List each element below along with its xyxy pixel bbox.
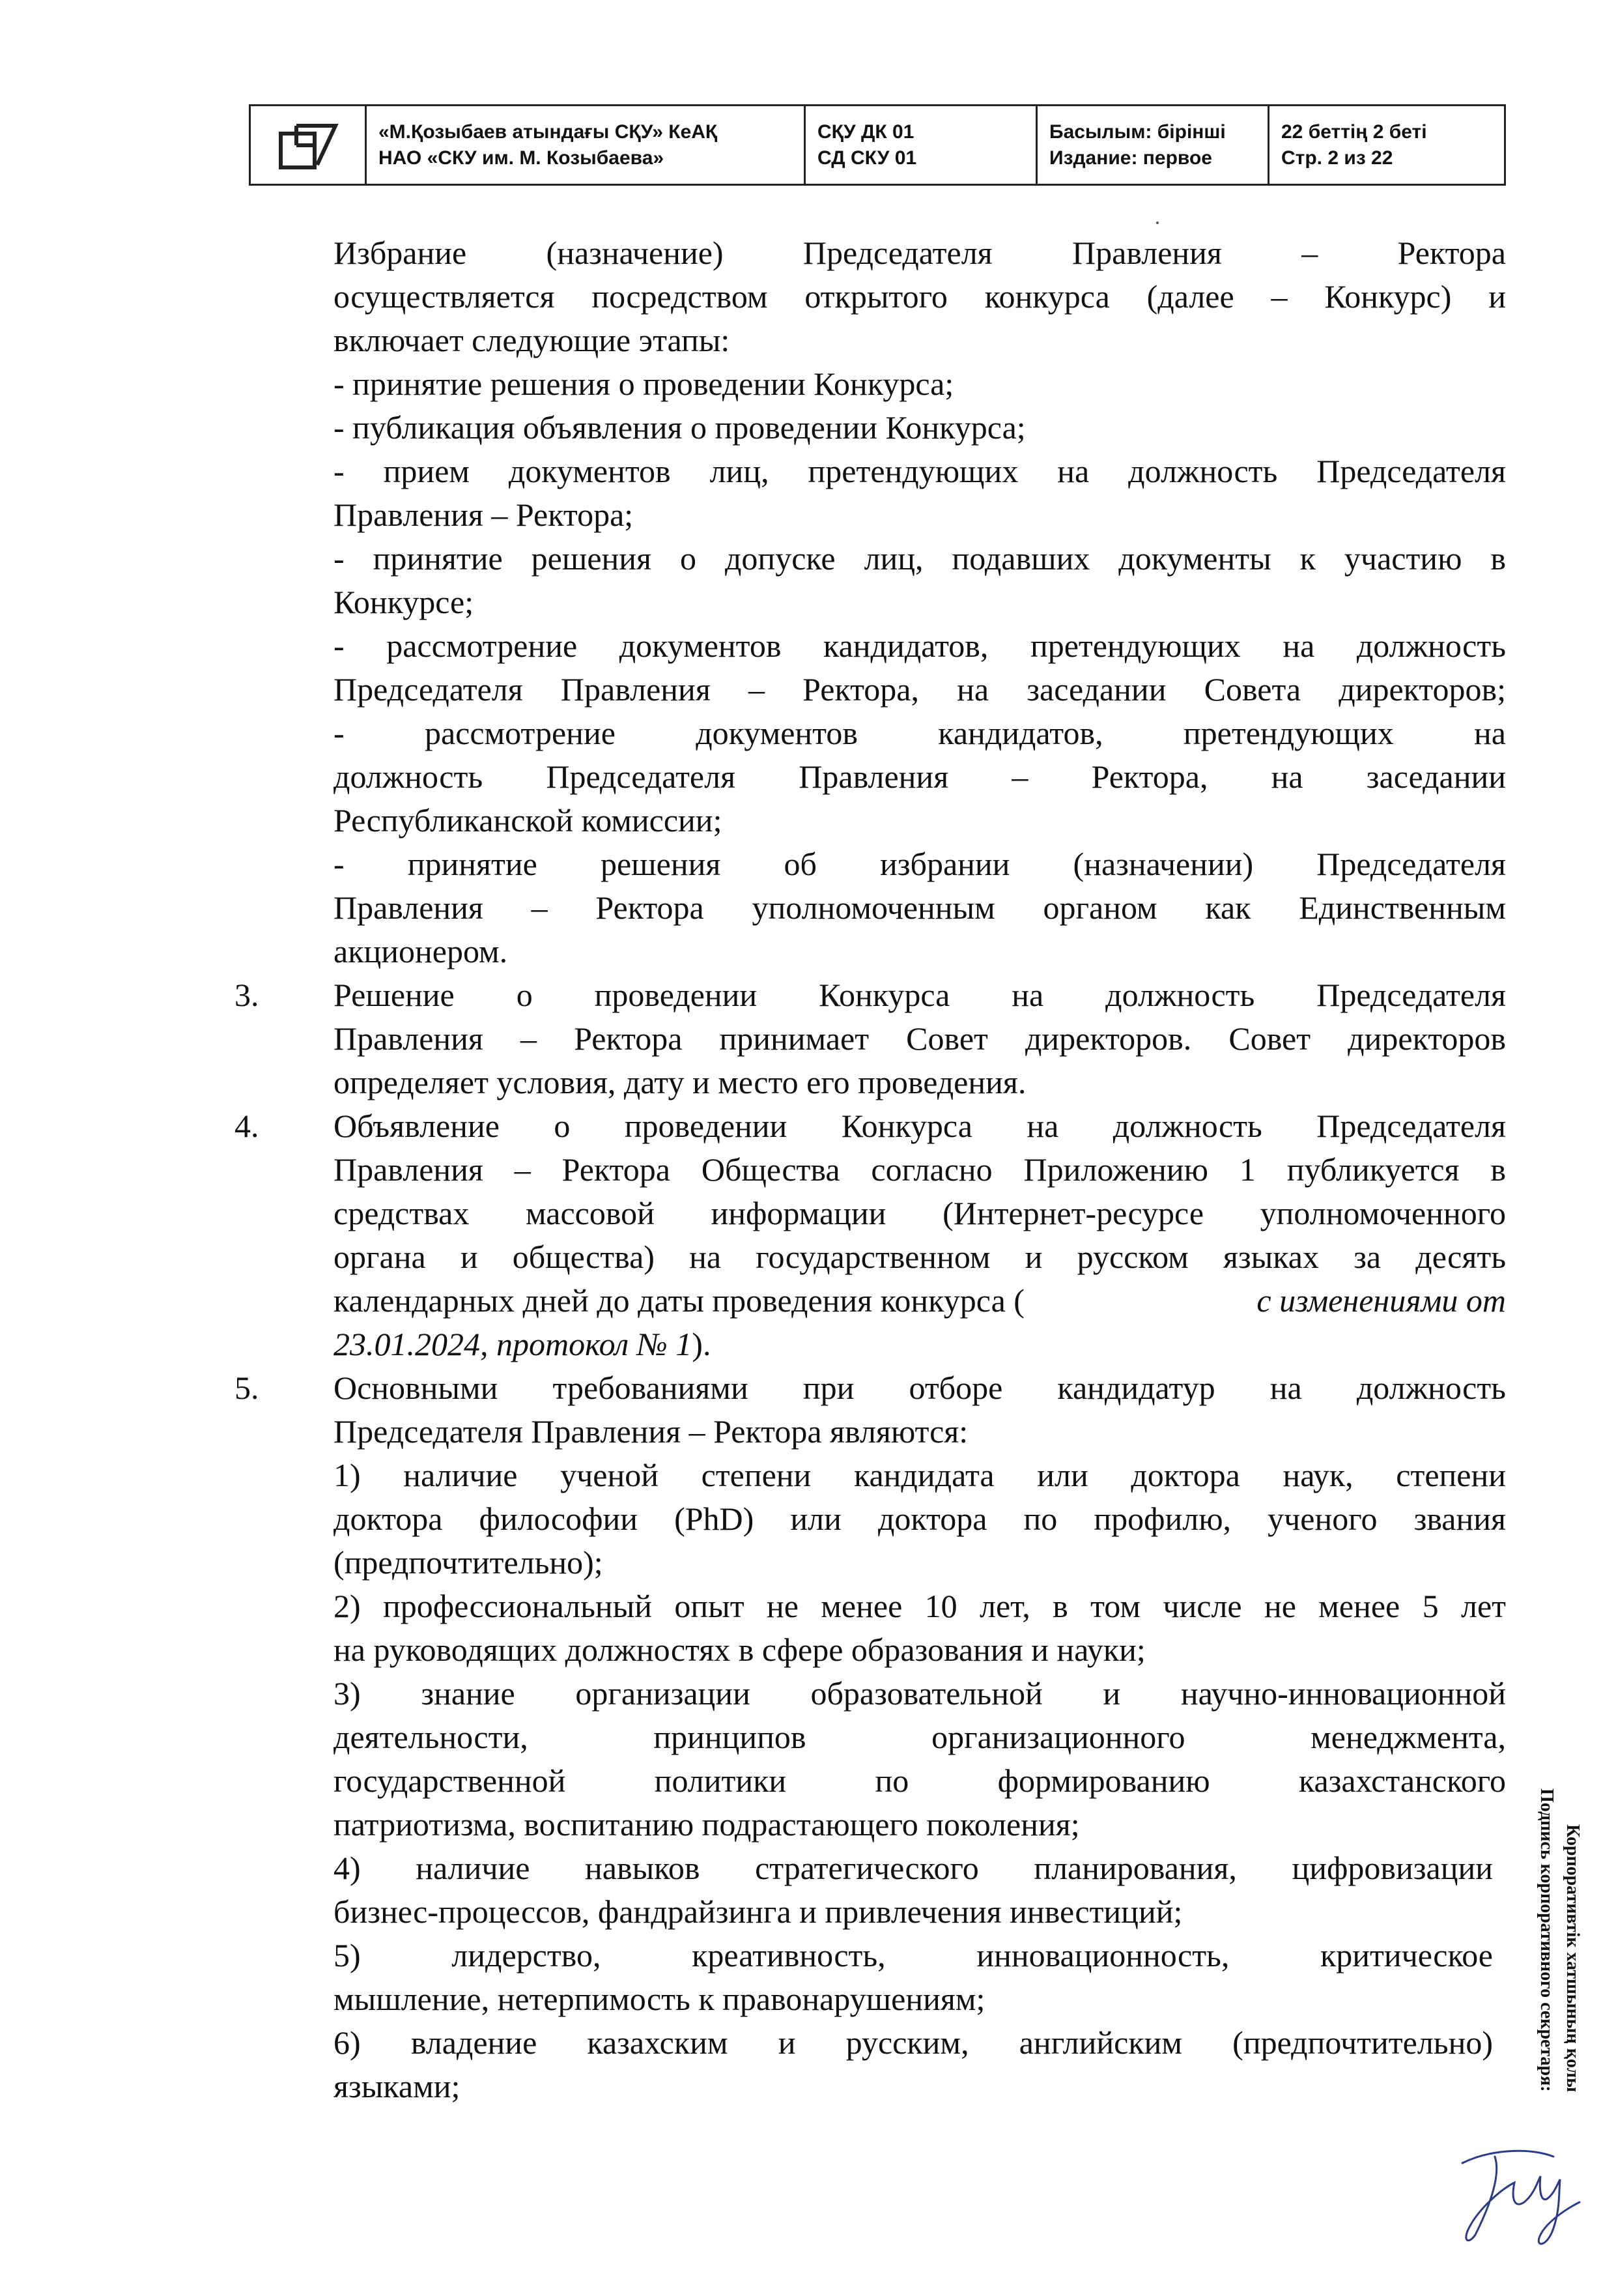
requirement-line: на руководящих должностях в сфере образования и науки; <box>333 1631 1146 1668</box>
requirement-line: деятельности, принципов организационного менеджмента, <box>333 1719 1506 1755</box>
scan-speck <box>1156 222 1159 224</box>
amendment-tail: ). <box>692 1326 711 1362</box>
document-code-cell <box>806 106 1038 184</box>
edition-cell <box>1038 106 1269 184</box>
item-number: 5. <box>234 1370 259 1406</box>
requirement-line: (предпочтительно); <box>333 1544 603 1581</box>
requirement-line: 1) наличие ученой степени кандидата или доктора наук, степени <box>333 1457 1506 1493</box>
intro-line: Избрание (назначение) Председателя Правления – Ректора <box>333 235 1506 271</box>
item-number: 4. <box>234 1108 259 1144</box>
stage-line: - прием документов лиц, претендующих на должность Председателя <box>333 453 1506 489</box>
stage-line: - принятие решения о проведении Конкурса; <box>333 366 954 402</box>
stage-line: должность Председателя Правления – Ректора, на заседании <box>333 758 1506 795</box>
item-4-line-amendment <box>333 1279 1506 1323</box>
item-3-line: определяет условия, дату и место его проведения. <box>333 1064 1027 1100</box>
item-3-line: Правления – Ректора принимает Совет директоров. Совет директоров <box>333 1020 1506 1057</box>
item-4-line: календарных дней до даты проведения конкурса ( <box>333 1282 1025 1319</box>
requirement-line: бизнес-процессов, фандрайзинга и привлечения инвестиций; <box>333 1893 1183 1930</box>
organization-name-kz: «М.Қозыбаев атындағы СҚУ» КеАҚ <box>378 121 718 143</box>
item-4-line: Правления – Ректора Общества согласно Приложению 1 публикуется в <box>333 1151 1506 1188</box>
stage-line: - рассмотрение документов кандидатов, претендующих на <box>333 715 1506 751</box>
stage-line: акционером. <box>333 933 508 969</box>
document-header-table <box>249 104 1506 186</box>
page-number-kz: 22 беттің 2 беті <box>1281 121 1427 143</box>
stage-line: Правления – Ректора; <box>333 496 634 533</box>
handwritten-signature <box>1449 2137 1586 2254</box>
item-4-line: органа и общества) на государственном и русском языках за десять <box>333 1239 1506 1275</box>
item-5-line: Председателя Правления – Ректора являются: <box>333 1413 969 1450</box>
side-note-ru: Подпись корпоративного секретаря: <box>1537 1788 1557 2092</box>
stage-line: Правления – Ректора уполномоченным органом как Единственным <box>333 889 1506 926</box>
amendment-note: 23.01.2024, протокол № 1 <box>333 1326 692 1362</box>
stage-line: - публикация объявления о проведении Конкурса; <box>333 409 1026 446</box>
requirement-line: 3) знание организации образовательной и научно-инновационной <box>333 1675 1506 1712</box>
requirement-line: доктора философии (PhD) или доктора по профилю, ученого звания <box>333 1500 1506 1537</box>
intro-line: осуществляется посредством открытого конкурса (далее – Конкурс) и <box>333 278 1506 315</box>
edition-ru: Издание: первое <box>1049 147 1212 169</box>
stage-line: - рассмотрение документов кандидатов, претендующих на должность <box>333 627 1506 664</box>
edition-kz: Басылым: бірінші <box>1049 121 1226 143</box>
stage-line: Конкурсе; <box>333 584 474 620</box>
stage-line: Республиканской комиссии; <box>333 802 722 839</box>
item-4-line: средствах массовой информации (Интернет-ресурсе уполномоченного <box>333 1195 1506 1231</box>
amendment-note: с изменениями от <box>1256 1282 1506 1319</box>
requirement-line: мышление, нетерпимость к правонарушениям; <box>333 1981 985 2017</box>
intro-line: включает следующие этапы: <box>333 322 730 358</box>
page-number-cell <box>1269 106 1504 184</box>
requirement-line: 4) наличие навыков стратегического планирования, цифровизации <box>333 1850 1493 1886</box>
document-code-ru: СД СКУ 01 <box>817 147 917 169</box>
requirement-line: 6) владение казахским и русским, английским (предпочтительно) <box>333 2024 1493 2061</box>
item-4-line: Объявление о проведении Конкурса на должность Председателя <box>333 1108 1506 1144</box>
logo-cell <box>251 106 367 184</box>
requirement-line: патриотизма, воспитанию подрастающего поколения; <box>333 1806 1080 1843</box>
organization-cell <box>367 106 806 184</box>
document-code-kz: СҚУ ДК 01 <box>817 121 914 143</box>
university-logo-icon <box>277 119 339 171</box>
requirement-line: 2) профессиональный опыт не менее 10 лет, в том числе не менее 5 лет <box>333 1588 1506 1624</box>
item-number: 3. <box>234 977 259 1013</box>
page-number-ru: Стр. 2 из 22 <box>1281 147 1393 169</box>
requirement-line: государственной политики по формированию казахстанского <box>333 1762 1506 1799</box>
item-5-line: Основными требованиями при отборе кандидатур на должность <box>333 1370 1506 1406</box>
item-3-line: Решение о проведении Конкурса на должность Председателя <box>333 977 1506 1013</box>
requirement-line: языками; <box>333 2068 461 2104</box>
requirement-line: 5) лидерство, креативность, инновационность, критическое <box>333 1937 1493 1973</box>
item-4-line-amendment-end <box>333 1323 711 1366</box>
stage-line: - принятие решения об избрании (назначении) Председателя <box>333 846 1506 882</box>
organization-name-ru: НАО «СКУ им. М. Козыбаева» <box>378 147 664 169</box>
side-note-kz: Корпоративтік хатшының қолы <box>1563 1824 1583 2093</box>
stage-line: Председателя Правления – Ректора, на заседании Совета директоров; <box>333 671 1506 708</box>
stage-line: - принятие решения о допуске лиц, подавших документы к участию в <box>333 540 1506 577</box>
